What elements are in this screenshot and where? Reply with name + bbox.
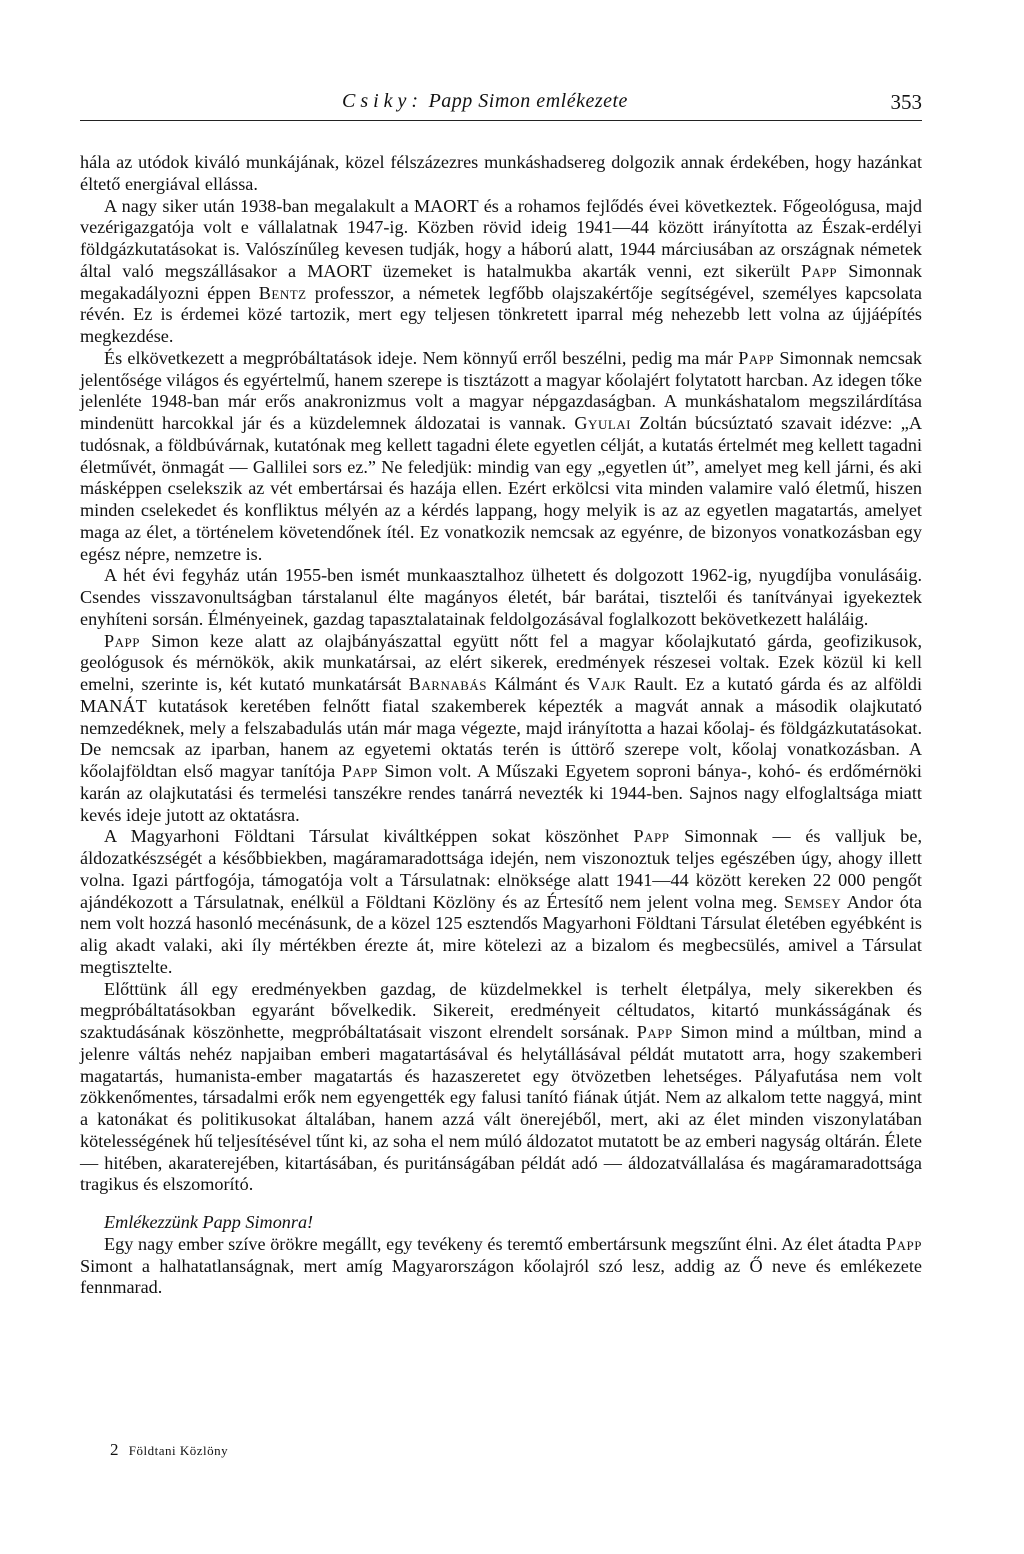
text-run: Simon volt. A Műszaki Egyetem soproni bánya-, kohó- és erdőmérnöki karán az olajkutatási és termelési tanszékre rendes tanárrá nevezték ki 1944-ben. Sajnos nagy elfoglaltsága miatt kevés ideje jutott az oktatásra. — [80, 761, 922, 825]
paragraph — [80, 979, 922, 1197]
header-title: Papp Simon emlékezete — [428, 90, 628, 112]
person-name: Bentz — [258, 282, 307, 303]
paragraph — [80, 152, 922, 196]
paragraph — [80, 196, 922, 348]
text-run: Emlékezzünk Papp Simonra! — [104, 1212, 314, 1232]
running-title — [342, 90, 628, 113]
text-run: Simonnak — és valljuk be, áldozatkészségét a későbbiekben, magáramaradottsága idején, nem viszonoztuk teljes egészében úgy, ahogy illett volna. Igazi pártfogója, támogatója volt a Társulatnak: elnöksége alatt 1941—44 között kereken 22 000 pengőt ajándékozott a Társulatnak, enélkül a Földtani Közlöny és az Értesítő nem jelent volna meg. — [80, 826, 922, 912]
paragraph — [80, 1234, 922, 1299]
text-run: Előttünk áll egy eredményekben gazdag, de küzdelmekkel is terhelt életpálya, mely sikerekben és megpróbáltatásokban egyaránt bővelkedik. Sikereit, eredményeit céltudatos, kitartó munkásságának és szaktudásának köszönhette, megpróbáltatásait viszont elrendelt sorsának. — [80, 978, 922, 1042]
signature-text: Földtani Közlöny — [128, 1443, 229, 1458]
paragraph — [80, 631, 922, 827]
signature-number: 2 — [110, 1440, 119, 1459]
text-run: Simon mind a múltban, mind a jelenre váltás nehéz napjaiban emberi magatartásával és helytállásával példát mutatott arra, hogy szakemberi magatartás, humanista-ember magatartás és hazaszeretet egy ötvözetben lehetséges. Pályafutása nem volt zökkenőmentes, társadalmi erők nem egyengették egy falusi tanító fiának útját. Nem az alkalom tette naggyá, mint a katonákat és politikusokat általában, hanem azzá vált önerejéből, mert, aki az élet minden viszonylatában kötelességének hű teljesítésével tűnt ki, az soha el nem múló áldozatot mutatott be az emberi nagyság oltárán. Élete — hitében, akaraterejében, kitartásában, és puritánságában példát adó — áldozatvállalása és magáramaradottsága tragikus és elszomorító. — [80, 1022, 922, 1195]
text-run: Andor óta nem volt hozzá hasonló mecénásunk, de a közel 125 esztendős Magyarhoni Földtani Társulat életében egyébként is alig akadt valaki, aki íly mértékben érezte át, mire kötelezi az a bizalom és megbecsülés, amivel a Társulat megtisztelte. — [80, 891, 922, 977]
text-run: Rault. Ez a kutató gárda és az alföldi MANÁT kutatások keretében felnőtt fiatal szakemberek képezték a magvát annak a második olajkutató nemzedéknek, mely a felszabadulás után már maga végezte, majd irányította a hazai kőolaj- és földgázkutatásokat. De nemcsak az iparban, hanem az egyetemi oktatás terén is úttörő szerepe volt, kőolaj vonatkozásban. A kőolajföldtan első magyar tanítója — [80, 674, 922, 781]
text-run: És elkövetkezett a megpróbáltatások ideje. Nem könnyű erről beszélni, pedig ma már — [104, 347, 739, 368]
closing-exclamation — [80, 1212, 922, 1234]
paragraph — [80, 826, 922, 978]
paragraph — [80, 348, 922, 566]
person-name: Papp — [636, 1022, 673, 1042]
person-name: Papp — [104, 630, 140, 651]
text-run: Kálmánt és — [487, 674, 588, 694]
text-run: A hét évi fegyház után 1955-ben ismét munkaasztalhoz ülhetett és dolgozott 1962-ig, nyugdíjba vonulásáig. Csendes visszavonultságban társtalanul élte magányos életét, bár barátai, tisztelői és tanítványai igyekeztek enyhíteni sorsán. Élményeinek, gazdag tapasztalatainak feldolgozásával foglalkozott bekövetkezett haláláig. — [80, 565, 922, 629]
page-number: 353 — [890, 90, 922, 114]
text-run: Simonnak megakadályozni éppen — [80, 260, 923, 303]
person-name: Papp — [886, 1233, 922, 1254]
text-run: Egy nagy ember szíve örökre megállt, egy tevékeny és teremtő embertársunk megszűnt élni. Az élet átadta — [104, 1233, 887, 1254]
printer-signature — [110, 1440, 228, 1460]
person-name: Papp — [341, 761, 378, 781]
person-name: Semsey — [783, 891, 842, 912]
person-name: Barnabás — [408, 674, 488, 694]
text-run: Simont a halhatatlanságnak, mert amíg Magyarországon kőolajról szó lesz, addig az Ő neve és emlékezete fennmarad. — [80, 1255, 922, 1298]
text-run: hála az utódok kiváló munkájának, közel félszázezres munkáshadsereg dolgozik annak érdekében, hogy hazánkat éltető energiával ellássa. — [80, 152, 922, 194]
person-name: Papp — [738, 347, 775, 368]
text-run: professzor, a németek legfőbb olajszakértője segítségével, személyes kapcsolata révén. Ez is érdemei közé tartozik, mert egy teljesen tönkretett iparral még nehezebb lett volna az újjáépítés megkezdése. — [80, 282, 922, 346]
person-name: Papp — [633, 826, 670, 847]
person-name: Papp — [801, 260, 838, 281]
running-header — [80, 88, 922, 121]
text-run: Simonnak nemcsak jelentősége világos és egyértelmű, hanem szerepe is tisztázott a magyar kőolajért folytatott harcban. Az idegen tőke jelenléte 1948-ban már erős anakronizmus volt a magyar népgazdaságban. A munkáshatalom megszilárdítása mindenütt harcokkal jár és a küzdelemnek áldozatai is vannak. — [80, 347, 922, 433]
text-run: Zoltán búcsúztató szavait idézve: „A tudósnak, a földbúvárnak, kutatónak meg kellett tagadni élete egyetlen célját, a kutatás értelmét meg kellett tagadni életművét, önmagát — Gallilei sors ez.” Ne feledjük: mindig van egy „egyetlen út”, amelyet meg kell járni, és aki másképpen cselekszik az vét embertársai és hazája ellen. Ezért erkölcsi vita minden valamire való életmű, hiszen minden cselekedet és konfliktus mélyén az a kérdés lappang, hogy melyik is az az egyetlen magatartás, amelyet maga az élet, a történelem követendőnek ítél. Ez vonatkozik nemcsak az egyénre, de bizonyos vonatkozásban egy egész népre, nemzetre is. — [80, 413, 922, 564]
person-name: Gyulai — [574, 413, 631, 433]
person-name: Vajk — [587, 674, 627, 694]
text-run: A Magyarhoni Földtani Társulat kiváltképpen sokat köszönhet — [104, 826, 634, 847]
text-run: Simon keze alatt az olajbányászattal együtt nőtt fel a magyar kőolajkutató gárda, geofizikusok, geológusok és mérnökök, akik munkatársai, az elért sikerek, eredmények részesei voltak. Ezek közül ki kell emelni, szerinte is, két kutató munkatársát — [80, 630, 922, 694]
article-body — [80, 152, 922, 1299]
text-run: A nagy siker után 1938-ban megalakult a MAORT és a rohamos fejlődés évei következtek. Főgeológusa, majd vezérigazgatója volt e vállalatnak 1947-ig. Közben rövid ideig 1941—44 között irányította az Észak-erdélyi földgázkutatásokat is. Valószínűleg kevesen tudják, hogy a háború alatt, 1944 márciusában az országnak németek által való megszállásakor a MAORT üzemeket is hatalmukba akarták venni, ezt sikerült — [80, 195, 922, 281]
paragraph — [80, 565, 922, 630]
header-author: Csiky: — [342, 90, 424, 112]
